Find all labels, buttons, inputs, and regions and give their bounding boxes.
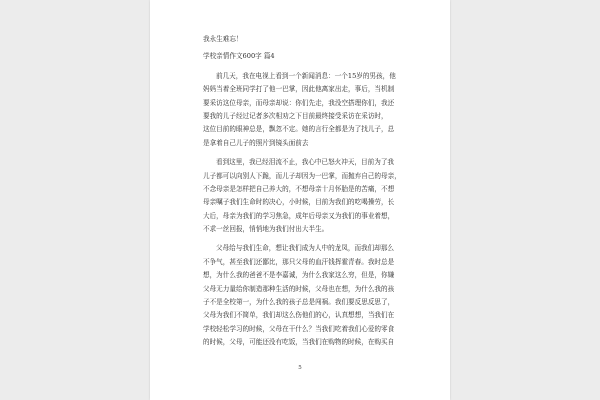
paragraph-line: 妈妈当着全班同学打了他一巴掌，因此他离家出走，事后，当机制	[203, 85, 395, 94]
paragraph	[203, 156, 403, 236]
document-body	[203, 33, 403, 350]
paragraph-line: 父母无力量给你制造那种生活的时候，父母也在想，为什么我的孩	[203, 284, 395, 293]
paragraph-line: 不求一丝回报，悄悄地为我们付出大半生。	[203, 225, 329, 234]
paragraph-line: 母亲嘱子我们生命时的决心，小时候，目前为我们的吃喝操劳，长	[203, 198, 395, 207]
paragraph-line: 父母为我们不简单，我们却这么伤他们的心，认真想想，当我们在	[203, 311, 395, 320]
paragraph-line: 儿子都可以向别人下跪，而儿子却因为一巴掌，而抛弃自己的母亲，	[203, 171, 401, 180]
paragraph-line: 子不是全校第一，为什么我的孩子总是闯祸。我们要反思反思了，	[203, 298, 395, 307]
paragraph-line: 学校轻松学习的时候，父母在干什么？当我们吃着我们心爱的零食	[203, 324, 395, 333]
essay-heading: 学校亲情作文600字 篇4	[203, 52, 275, 61]
paragraph	[203, 242, 403, 349]
paragraph-line: 要我的儿子经过记者多次相劝之下目前最终接受采访在采访时，	[203, 111, 388, 120]
paragraph-line: 这位目前的眼神总是，飘忽不定。她的言行全都是为了找儿子，总	[203, 125, 395, 134]
paragraph-line: 想，为什么我的爸爸不是李嘉诚，为什么我家这么穷，但是，你嫌	[203, 271, 395, 280]
paragraph	[203, 70, 403, 150]
paragraph-line: 大后，母亲为我们的学习焦急，成年后母亲又为我们的事业着想，	[203, 211, 395, 220]
paragraph-line: 父母给与我们生命，想让我们成为人中的龙凤，而我们却那么	[216, 244, 395, 253]
document-page	[150, 0, 450, 400]
paragraph-line: 不争气，甚至我们还鄙比，那只父母的血汗钱挥霍青春。我时总是	[203, 257, 395, 266]
page-number: 5	[298, 365, 302, 371]
paragraph-line: 看到这里，我已经泪流不止，我心中已怒火冲天，目前为了我	[216, 158, 395, 167]
paragraph-line: 要采访这位母亲，而母亲却说：你们先走，我没空搭理你们，我还	[203, 98, 395, 107]
closing-line: 我永生难忘！	[203, 35, 243, 43]
paragraph-line: 的时候，父母，可能还没有吃饭，当我们在购物的时候，在购买自	[203, 338, 395, 347]
paragraph-line: 是拿着自己儿子的照片到镜头面前去	[203, 138, 309, 147]
paragraph-line: 前几天，我在电视上看到一个新闻消息：一个15岁的男孩，他	[216, 71, 396, 80]
paragraph-line: 不念母亲是怎样把自己养大的，不想母亲十月怀胎是的苦痛，不想	[203, 184, 395, 193]
